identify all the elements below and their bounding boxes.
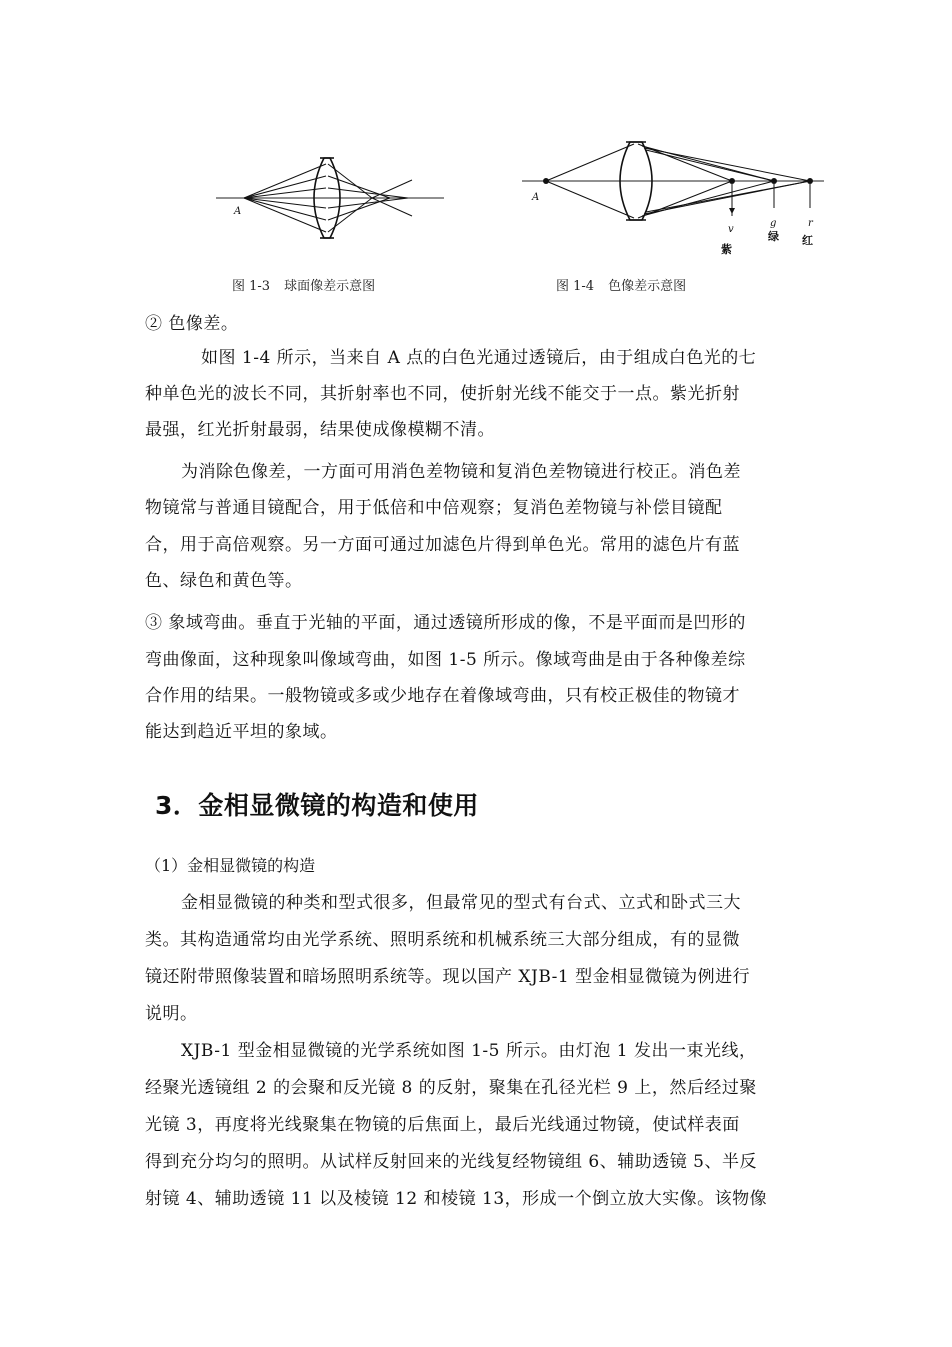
fig13-point-label: A: [234, 206, 242, 217]
figure-1-4-caption-number: 图 1-4: [556, 279, 595, 294]
fig14-ray-label-red: r: [808, 218, 813, 229]
fig14-color-label-green: 绿: [768, 230, 779, 243]
paragraph-line: 种单色光的波长不同，其折射率也不同，使折射光线不能交于一点。紫光折射: [145, 384, 740, 404]
section-heading: 3．金相显微镜的构造和使用: [155, 791, 479, 820]
figure-1-4-caption: [556, 275, 686, 294]
paragraph-line: 经聚光透镜组 2 的会聚和反光镜 8 的反射，聚集在孔径光栏 9 上，然后经过聚: [145, 1078, 757, 1098]
paragraph-line: 色、绿色和黄色等。: [145, 571, 303, 591]
paragraph-line: 镜还附带照像装置和暗场照明系统等。现以国产 XJB-1 型金相显微镜为例进行: [145, 967, 751, 987]
figure-1-3-caption: [232, 275, 375, 294]
paragraph-line: XJB-1 型金相显微镜的光学系统如图 1-5 所示。由灯泡 1 发出一束光线，: [181, 1041, 757, 1061]
figure-1-4-caption-text: 色像差示意图: [608, 279, 687, 294]
paragraph-line: 射镜 4、辅助透镜 11 以及棱镜 12 和棱镜 13，形成一个倒立放大实像。该物像: [145, 1189, 768, 1209]
paragraph-line: 合，用于高倍观察。另一方面可通过加滤色片得到单色光。常用的滤色片有蓝: [145, 535, 740, 555]
paragraph-line: 金相显微镜的种类和型式很多，但最常见的型式有台式、立式和卧式三大: [181, 893, 741, 913]
figure-1-3-caption-text: 球面像差示意图: [284, 279, 376, 294]
paragraph-line: 最强，红光折射最弱，结果使成像模糊不清。: [145, 420, 495, 440]
fig14-color-label-violet: 紫: [721, 243, 732, 256]
paragraph-line: 说明。: [145, 1004, 198, 1024]
subsection-heading: （1）金相显微镜的构造: [145, 856, 316, 875]
fig14-ray-label-green: g: [770, 218, 777, 229]
paragraph-line: 得到充分均匀的照明。从试样反射回来的光线复经物镜组 6、辅助透镜 5、半反: [145, 1152, 757, 1172]
fig14-color-label-red: 红: [802, 234, 813, 247]
fig14-ray-label-violet: v: [728, 224, 734, 235]
paragraph-line: 为消除色像差，一方面可用消色差物镜和复消色差物镜进行校正。消色差: [181, 462, 741, 482]
paragraph-line: 能达到趋近平坦的象域。: [145, 722, 338, 742]
figure-1-3-caption-number: 图 1-3: [232, 279, 271, 294]
paragraph-line: 如图 1-4 所示，当来自 A 点的白色光通过透镜后，由于组成白色光的七: [201, 348, 757, 368]
figure-chromatic-aberration: [518, 136, 828, 260]
paragraph-line: 物镜常与普通目镜配合，用于低倍和中倍观察；复消色差物镜与补偿目镜配: [145, 498, 723, 518]
fig14-point-label: A: [532, 192, 540, 203]
paragraph-line: ③ 象域弯曲。垂直于光轴的平面，通过透镜所形成的像，不是平面而是凹形的: [145, 613, 746, 633]
spherical-aberration-diagram: [212, 150, 448, 242]
figure-spherical-aberration: [212, 150, 448, 242]
paragraph-line: 弯曲像面，这种现象叫像域弯曲，如图 1-5 所示。像域弯曲是由于各种像差综: [145, 650, 746, 670]
section-chromatic-aberration-title: ② 色像差。: [145, 314, 239, 334]
paragraph-line: 合作用的结果。一般物镜或多或少地存在着像域弯曲，只有校正极佳的物镜才: [145, 686, 740, 706]
paragraph-line: 类。其构造通常均由光学系统、照明系统和机械系统三大部分组成，有的显微: [145, 930, 740, 950]
paragraph-line: 光镜 3，再度将光线聚集在物镜的后焦面上，最后光线通过物镜，使试样表面: [145, 1115, 740, 1135]
chromatic-aberration-diagram: [518, 136, 828, 260]
